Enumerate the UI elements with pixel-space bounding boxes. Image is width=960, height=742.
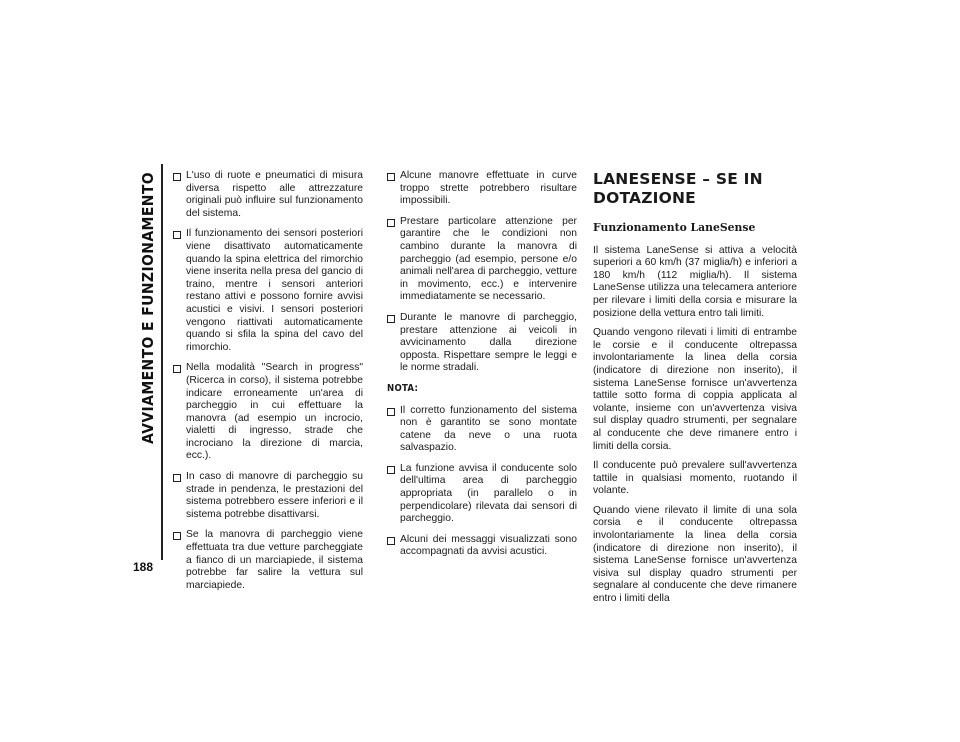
- subsection-title: Funzionamento LaneSense: [593, 221, 756, 234]
- list-item-text: L'uso di ruote e pneumatici di misura diversa rispetto alle attrezzature originali può influire sul funzionamento del sistema.: [186, 170, 363, 219]
- column-2: [387, 170, 577, 567]
- list-item: [387, 216, 577, 304]
- chapter-title-sidebar: [137, 172, 159, 572]
- square-bullet-icon: [387, 466, 395, 474]
- column-1: [173, 170, 363, 600]
- square-bullet-icon: [387, 408, 395, 416]
- page-number: 188: [133, 560, 154, 574]
- list-item: [173, 228, 363, 354]
- list-item: [387, 170, 577, 208]
- square-bullet-icon: [173, 231, 181, 239]
- paragraph: Quando vengono rilevati i limiti di entrambe le corsie e il conducente oltrepassa involontariamente la linea della corsia (indicatore di direzione non inserito), il sistema LaneSense fornisce un'avvertenza tattile sotto forma di coppia applicata al volante, insieme con un'avvertenza visiva sul display quadro strumenti, per segnalare al conducente che deve rimanere entro i limiti della corsia.: [593, 327, 797, 452]
- list-item: [173, 170, 363, 220]
- list-item-text: Durante le manovre di parcheggio, prestare attenzione ai veicoli in avvicinamento dalla direzione opposta. Rispettare sempre le leggi e le norme stradali.: [400, 311, 577, 374]
- list-item: [173, 471, 363, 521]
- column-3: [593, 170, 797, 613]
- bullet-list: [387, 170, 577, 375]
- list-item: [173, 529, 363, 592]
- square-bullet-icon: [173, 365, 181, 373]
- bullet-list: [173, 170, 363, 592]
- list-item-text: Se la manovra di parcheggio viene effettuata tra due vetture parcheggiate a fianco di un marciapiede, il sistema potrebbe far salire la vettura sul marciapiede.: [186, 529, 363, 591]
- square-bullet-icon: [173, 474, 181, 482]
- note-label: NOTA:: [387, 382, 419, 394]
- square-bullet-icon: [387, 537, 395, 545]
- square-bullet-icon: [173, 173, 181, 181]
- note-bullet-list: [387, 405, 577, 560]
- list-item-text: Il funzionamento dei sensori posteriori viene disattivato automaticamente quando la spina elettrica del rimorchio viene inserita nella presa del gancio di traino, mentre i sensori anteriori restano attivi e possono fornire avvisi acustici e visivi. I sensori posteriori vengono riattivati automaticamente quando si sfila la spina del cavo del rimorchio.: [186, 228, 363, 353]
- paragraph: Il sistema LaneSense si attiva a velocità superiori a 60 km/h (37 miglia/h) e inferiori a 180 km/h (112 miglia/h). Il sistema LaneSense utilizza una telecamera anteriore per rilevare i limiti della corsia e misurare la posizione della vettura entro tali limiti.: [593, 244, 797, 319]
- list-item: [387, 405, 577, 455]
- list-item: [387, 463, 577, 526]
- list-item: [387, 312, 577, 375]
- list-item-text: Nella modalità "Search in progress" (Ricerca in corso), il sistema potrebbe indicare erroneamente un'area di parcheggio in cui effettuare la manovra (ad esempio un incrocio, vialetti di ingresso, strade che incrociano la direzione di marcia, ecc.).: [186, 362, 363, 462]
- square-bullet-icon: [173, 532, 181, 540]
- paragraph: Il conducente può prevalere sull'avvertenza tattile in qualsiasi momento, ruotando il volante.: [593, 460, 797, 497]
- list-item-text: La funzione avvisa il conducente solo dell'ultima area di parcheggio appropriata (in parallelo o in perpendicolare) rilevata dai sensori di parcheggio.: [400, 462, 577, 525]
- list-item: [173, 362, 363, 463]
- square-bullet-icon: [387, 315, 395, 323]
- list-item-text: Alcuni dei messaggi visualizzati sono accompagnati da avvisi acustici.: [400, 533, 577, 558]
- list-item-text: In caso di manovre di parcheggio su strade in pendenza, le prestazioni del sistema potrebbero essere inferiori e il sistema potrebbe disattivarsi.: [186, 471, 363, 520]
- list-item: [387, 534, 577, 559]
- sidebar-divider: [161, 164, 163, 560]
- square-bullet-icon: [387, 173, 395, 181]
- list-item-text: Il corretto funzionamento del sistema non è garantito se sono montate catene da neve o una ruota salvaspazio.: [400, 404, 577, 454]
- paragraph: Quando viene rilevato il limite di una sola corsia e il conducente oltrepassa involontariamente la linea della corsia (indicatore di direzione non inserito), il sistema LaneSense fornisce un'avvertenza visiva sul display quadro strumenti per segnalare al conducente che deve rimanere entro i limiti della: [593, 504, 797, 605]
- section-title: LANESENSE – SE IN DOTAZIONE: [593, 170, 763, 207]
- list-item-text: Prestare particolare attenzione per garantire che le condizioni non cambino durante la manovra di parcheggio (ad esempio, persone e/o animali nell'area di parcheggio, vetture in movimento, ecc.) e intervenire immediatamente se necessario.: [400, 215, 577, 303]
- square-bullet-icon: [387, 219, 395, 227]
- chapter-title: AVVIAMENTO E FUNZIONAMENTO: [139, 172, 157, 444]
- list-item-text: Alcune manovre effettuate in curve troppo strette potrebbero risultare impossibili.: [400, 170, 577, 207]
